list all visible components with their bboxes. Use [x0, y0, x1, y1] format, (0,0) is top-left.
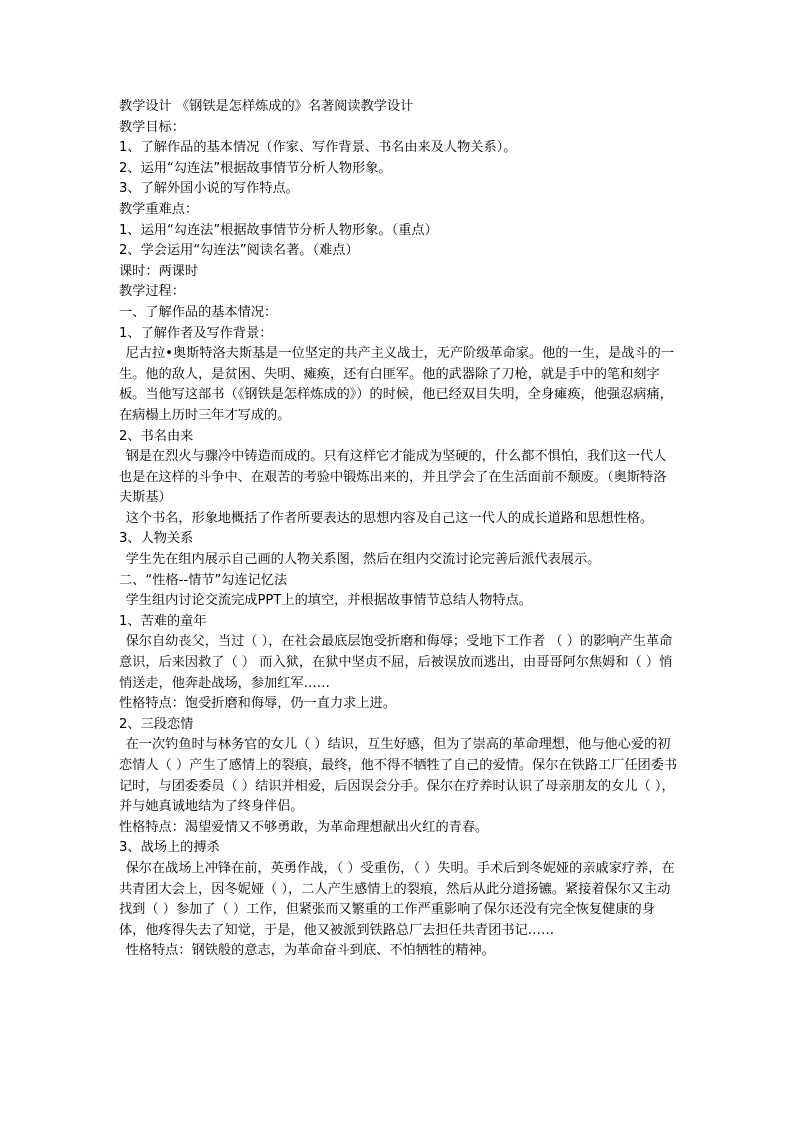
goal-item: 3、了解外国小说的写作特点。: [119, 181, 299, 197]
key-point-item: 2、学会运用“勾连法”阅读名著。（难点）: [119, 243, 359, 259]
goals-heading: 教学目标：: [119, 119, 185, 135]
key-points-heading: 教学重难点：: [119, 201, 199, 217]
goal-item: 1、了解作品的基本情况（作家、写作背景、书名由来及人物关系）。: [119, 140, 517, 156]
childhood-trait: 性格特点：饱受折磨和侮辱，仍一直力求上进。: [119, 696, 396, 712]
relations-paragraph: 学生先在组内展示自己画的人物关系图，然后在组内交流讨论完善后派代表展示。: [125, 552, 601, 568]
process-heading: 教学过程：: [119, 284, 185, 300]
battle-heading: 3、战场上的搏杀: [119, 840, 220, 856]
relations-heading: 3、人物关系: [119, 531, 194, 547]
battle-paragraph: 保尔在战场上冲锋在前，英勇作战，（ ）受重伤，（ ）失明。手术后到冬妮娅的亲戚家疗养，在共青团大会上，因冬妮娅（ ），二人产生感情上的裂痕，然后从此分道扬镳。紧接着保尔又主动找到（ ）参加了（ ）工作，但紧张而又繁重的工作严重影响了保尔还没有完全恢复健康的身体，他疼得失去了知觉，于是，他又被派到铁路总厂去担任共青团书记……: [119, 860, 675, 938]
title-origin-paragraph: 这个书名，形象地概括了作者所要表达的思想内容及自己这一代人的成长道路和思想性格。: [125, 510, 654, 526]
document-title: 教学设计 《钢铁是怎样炼成的》名著阅读教学设计: [119, 99, 414, 114]
part2-intro: 学生组内讨论交流完成PPT上的填空，并根据故事情节总结人物特点。: [125, 593, 532, 609]
key-point-item: 1、运用“勾连法”根据故事情节分析人物形象。（重点）: [119, 222, 438, 238]
title-origin-heading: 2、书名由来: [119, 428, 194, 444]
childhood-paragraph: 保尔自幼丧父，当过（ ），在社会最底层饱受折磨和侮辱；受地下工作者 （ ）的影响产生革命意识，后来因救了（ ） 而入狱，在狱中坚贞不屈，后被误放而逃出，由哥哥阿尔焦姆和（ ）悄悄送走，他奔赴战场，参加红军……: [119, 634, 673, 691]
love-heading: 2、三段恋情: [119, 716, 194, 732]
author-heading: 1、了解作者及写作背景：: [119, 325, 273, 341]
childhood-heading: 1、苦难的童年: [119, 613, 207, 629]
love-paragraph: 在一次钓鱼时与林务官的女儿（ ）结识，互生好感，但为了崇高的革命理想，他与他心爱的初恋情人（ ）产生了感情上的裂痕，最终，他不得不牺牲了自己的爱情。保尔在铁路工厂任团委书记时，与团委委员（ ）结识并相爱，后因误会分手。保尔在疗养时认识了母亲朋友的女儿（ ），并与她真诚地结为了终身伴侣。: [119, 737, 678, 815]
part2-heading: 二、“性格--情节”勾连记忆法: [119, 572, 288, 588]
battle-trait: 性格特点：钢铁般的意志，为革命奋斗到底、不怕牺牲的精神。: [125, 943, 495, 959]
document-body: [119, 97, 679, 962]
love-trait: 性格特点：渴望爱情又不够勇敢，为革命理想献出火红的青春。: [119, 819, 489, 835]
part1-heading: 一、了解作品的基本情况：: [119, 304, 278, 320]
goal-item: 2、运用“勾连法”根据故事情节分析人物形象。: [119, 160, 392, 176]
class-hours: 课时：两课时: [119, 263, 199, 279]
author-paragraph: 尼古拉•奥斯特洛夫斯基是一位坚定的共产主义战士，无产阶级革命家。他的一生，是战斗的一生。他的敌人，是贫困、失明、瘫痪，还有白匪军。他的武器除了刀枪，就是手中的笔和刻字板。当他写这部书（《钢铁是怎样炼成的》）的时候，他已经双目失明，全身瘫痪，他强忍病痛，在病榻上历时三年才写成的。: [119, 346, 675, 423]
title-origin-quote: 钢是在烈火与骤冷中铸造而成的。只有这样它才能成为坚硬的，什么都不惧怕，我们这一代人也是在这样的斗争中、在艰苦的考验中锻炼出来的，并且学会了在生活面前不颓废。（奥斯特洛夫斯基）: [119, 449, 667, 506]
